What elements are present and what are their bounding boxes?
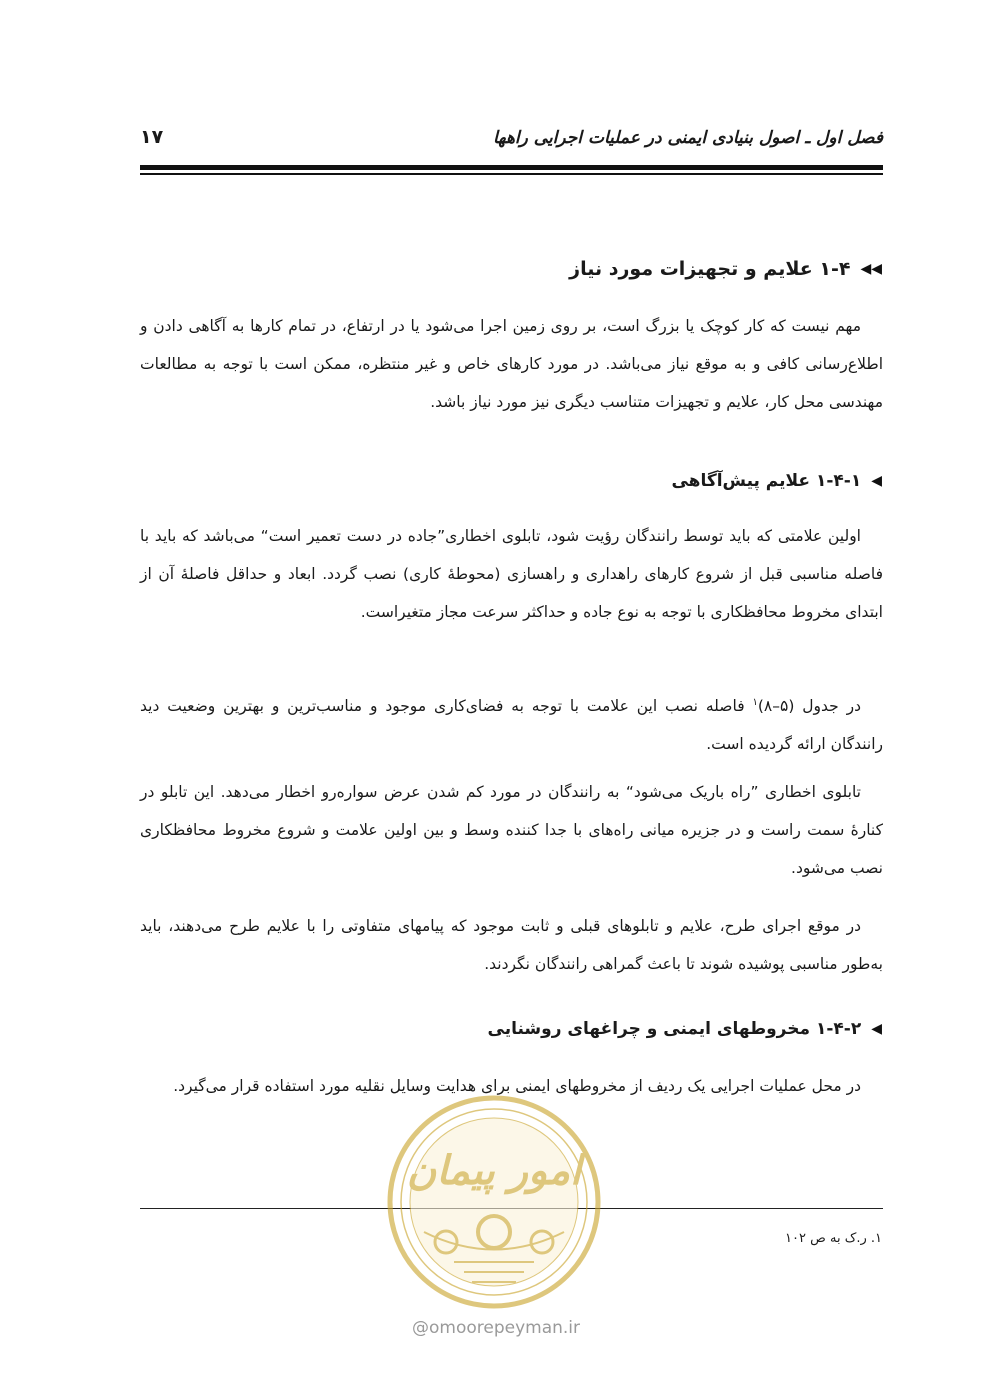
paragraph-table-reference-end: فاصله نصب این علامت با توجه به فضای‌کاری موجود و مناسب‌ترین و بهترین وضعیت دید رانندگان ارائه گردیده است. — [140, 697, 883, 753]
footnote-reference: ۱ — [752, 696, 758, 708]
page-number: ۱۷ — [140, 126, 164, 148]
watermark-seal-text: امور پیمان — [406, 1148, 582, 1194]
paragraph-table-reference-start: در جدول (۵–۸) — [757, 697, 861, 715]
arrow-icon: ◀ — [871, 1021, 882, 1037]
section-heading — [569, 254, 882, 284]
section-title: ۱-۴ علایم و تجهیزات مورد نیاز — [569, 258, 851, 280]
footnote: ۱. ر.ک به ص ۱۰۲ — [785, 1231, 882, 1246]
subsection-title-2: ۱-۴-۲ مخروطهای ایمنی و چراغهای روشنایی — [487, 1019, 862, 1039]
watermark-site: @omoorepeyman.ir — [411, 1318, 581, 1338]
subsection-heading-2 — [488, 1014, 883, 1044]
subsection-heading-1 — [671, 466, 882, 496]
header-rule-thin — [140, 173, 883, 175]
section-intro-paragraph: مهم نیست که کار کوچک یا بزرگ است، بر روی زمین اجرا می‌شود یا در ارتفاع، در تمام کارها به آگاهی دادن و اطلاع‌رسانی کافی و به موقع نیاز می‌باشد. در مورد کارهای خاص و غیر منتظره، ممکن است با توجه به مطالعات مهندسی محل کار، علایم و تجهیزات متناسب دیگری نیز مورد نیاز باشد. — [140, 317, 883, 411]
watermark-seal-icon — [384, 1092, 604, 1312]
running-title: فصل اول ـ اصول بنیادی ایمنی در عملیات اجرایی راهها — [492, 128, 883, 148]
paragraph-cover-old-signs: در موقع اجرای طرح، علایم و تابلوهای قبلی و ثابت موجود که پیامهای متفاوتی را با علایم طرح می‌دهند، باید به‌طور مناسبی پوشیده شوند تا باعث گمراهی رانندگان نگردند. — [140, 917, 883, 973]
paragraph-safety-cones: در محل عملیات اجرایی یک ردیف از مخروطهای ایمنی برای هدایت وسایل نقلیه مورد استفاده قرار می‌گیرد. — [173, 1077, 861, 1095]
running-header — [140, 126, 883, 162]
double-arrow-icon: ◀◀ — [860, 261, 882, 277]
arrow-icon: ◀ — [871, 473, 882, 489]
subsection-title-1: ۱-۴-۱ علایم پیش‌آگاهی — [671, 471, 862, 491]
header-rule-thick — [140, 165, 883, 170]
paragraph-narrow-road-sign: تابلوی اخطاری ”راه باریک می‌شود“ به رانندگان در مورد کم شدن عرض سواره‌رو اخطار می‌دهد. این تابلو در کنارهٔ سمت راست و در جزیره میانی راه‌های با جدا کننده وسط و بین اولین علامت و شروع مخروط محافظکاری نصب می‌شود. — [140, 783, 883, 877]
paragraph-warning-sign: اولین علامتی که باید توسط رانندگان رؤیت شود، تابلوی اخطاری”جاده در دست تعمیر است“ می‌باشد که باید با فاصله مناسبی قبل از شروع کارهای راهداری و راهسازی (محوطهٔ کاری) نصب گردد. ابعاد و حداقل فاصلهٔ آن از ابتدای مخروط محافظکاری با توجه به نوع جاده و حداکثر سرعت مجاز متغیراست. — [140, 527, 883, 621]
paragraph-table-reference — [140, 687, 883, 763]
